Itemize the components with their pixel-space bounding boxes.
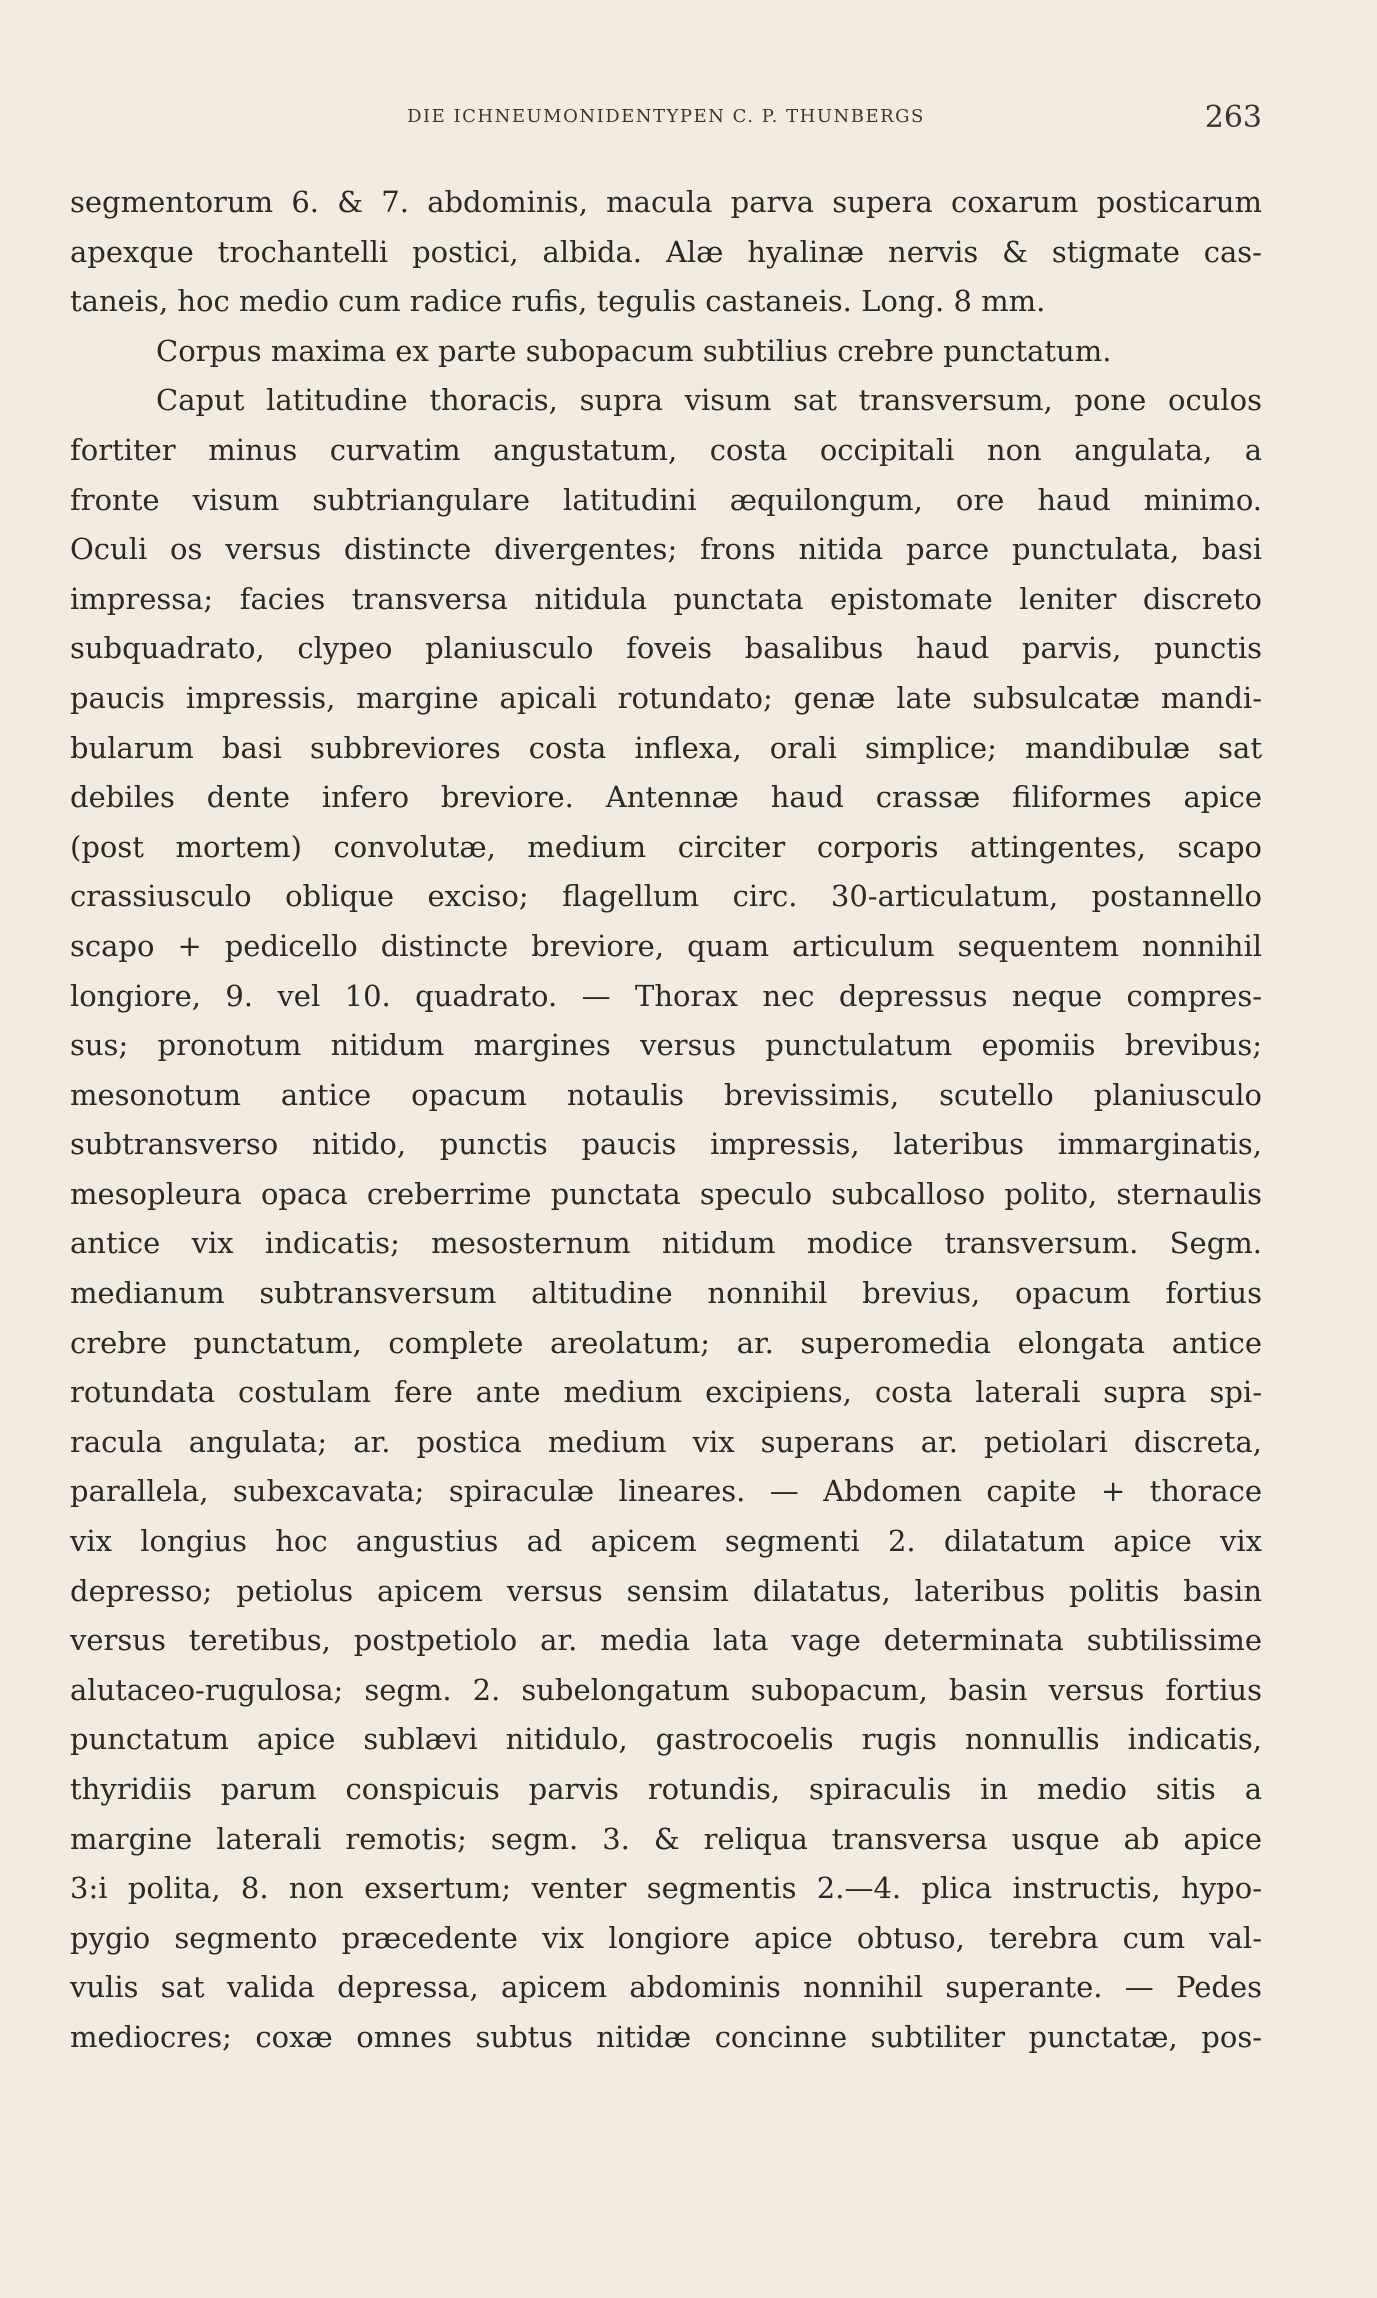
text-line: longiore, 9. vel 10. quadrato. — Thorax nec depressus neque compres-	[70, 978, 1262, 1013]
text-line: parallela, subexcavata; spiraculæ lineares. — Abdomen capite + thorace	[70, 1474, 1262, 1509]
text-line: impressa; facies transversa nitidula punctata epistomate leniter discreto	[70, 581, 1262, 616]
text-line: punctatum apice sublævi nitidulo, gastrocoelis rugis nonnullis indicatis,	[70, 1722, 1262, 1757]
text-line: scapo + pedicello distincte breviore, quam articulum sequentem nonnihil	[70, 928, 1262, 963]
text-line: alutaceo-rugulosa; segm. 2. subelongatum subopacum, basin versus fortius	[70, 1672, 1262, 1707]
text-line: segmentorum 6. & 7. abdominis, macula parva supera coxarum posticarum	[70, 185, 1262, 219]
text-line: versus teretibus, postpetiolo ar. media lata vage determinata subtilissime	[70, 1623, 1262, 1658]
text-line: depresso; petiolus apicem versus sensim dilatatus, lateribus politis basin	[70, 1573, 1262, 1608]
text-line: Oculi os versus distincte divergentes; frons nitida parce punctulata, basi	[70, 532, 1262, 567]
text-line: medianum subtransversum altitudine nonnihil brevius, opacum fortius	[70, 1276, 1262, 1311]
text-line: sus; pronotum nitidum margines versus punctulatum epomiis brevibus;	[70, 1028, 1262, 1063]
text-line: fronte visum subtriangulare latitudini æquilongum, ore haud minimo.	[70, 482, 1262, 517]
text-line: vulis sat valida depressa, apicem abdominis nonnihil superante. — Pedes	[70, 1970, 1262, 2005]
body-text	[70, 178, 1262, 2063]
text-line: taneis, hoc medio cum radice rufis, tegulis castaneis. Long. 8 mm.	[70, 284, 1046, 319]
text-line: mesopleura opaca creberrime punctata speculo subcalloso polito, sternaulis	[70, 1176, 1262, 1211]
text-line: subtransverso nitido, punctis paucis impressis, lateribus immarginatis,	[70, 1127, 1262, 1162]
text-line: apexque trochantelli postici, albida. Alæ hyalinæ nervis & stigmate cas-	[70, 234, 1262, 269]
text-line: paucis impressis, margine apicali rotundato; genæ late subsulcatæ mandi-	[70, 680, 1262, 715]
text-line: crebre punctatum, complete areolatum; ar. superomedia elongata antice	[70, 1325, 1262, 1360]
text-line: mediocres; coxæ omnes subtus nitidæ concinne subtiliter punctatæ, pos-	[70, 2019, 1262, 2054]
text-line: vix longius hoc angustius ad apicem segmenti 2. dilatatum apice vix	[70, 1524, 1262, 1559]
text-line: subquadrato, clypeo planiusculo foveis basalibus haud parvis, punctis	[70, 631, 1262, 666]
text-line: antice vix indicatis; mesosternum nitidum modice transversum. Segm.	[70, 1226, 1262, 1261]
running-title: DIE ICHNEUMONIDENTYPEN C. P. THUNBERGS	[407, 106, 925, 127]
text-line: Corpus maxima ex parte subopacum subtilius crebre punctatum.	[156, 333, 1112, 368]
text-line: margine laterali remotis; segm. 3. & reliqua transversa usque ab apice	[70, 1821, 1262, 1856]
text-line: (post mortem) convolutæ, medium circiter corporis attingentes, scapo	[70, 829, 1262, 864]
text-line: bularum basi subbreviores costa inflexa, orali simplice; mandibulæ sat	[70, 730, 1262, 765]
text-line: Caput latitudine thoracis, supra visum sat transversum, pone oculos	[156, 383, 1262, 418]
page-number: 263	[1204, 100, 1262, 135]
text-line: debiles dente infero breviore. Antennæ haud crassæ filiformes apice	[70, 780, 1262, 815]
text-line: fortiter minus curvatim angustatum, costa occipitali non angulata, a	[70, 432, 1262, 467]
text-line: racula angulata; ar. postica medium vix superans ar. petiolari discreta,	[70, 1424, 1262, 1459]
text-line: 3:i polita, 8. non exsertum; venter segmentis 2.—4. plica instructis, hypo-	[70, 1871, 1262, 1906]
text-line: pygio segmento præcedente vix longiore apice obtuso, terebra cum val-	[70, 1920, 1262, 1955]
text-line: mesonotum antice opacum notaulis brevissimis, scutello planiusculo	[70, 1077, 1262, 1112]
text-line: crassiusculo oblique exciso; flagellum circ. 30-articulatum, postannello	[70, 879, 1262, 914]
text-line: rotundata costulam fere ante medium excipiens, costa laterali supra spi-	[70, 1375, 1262, 1410]
running-head	[70, 100, 1262, 140]
text-line: thyridiis parum conspicuis parvis rotundis, spiraculis in medio sitis a	[70, 1772, 1262, 1806]
